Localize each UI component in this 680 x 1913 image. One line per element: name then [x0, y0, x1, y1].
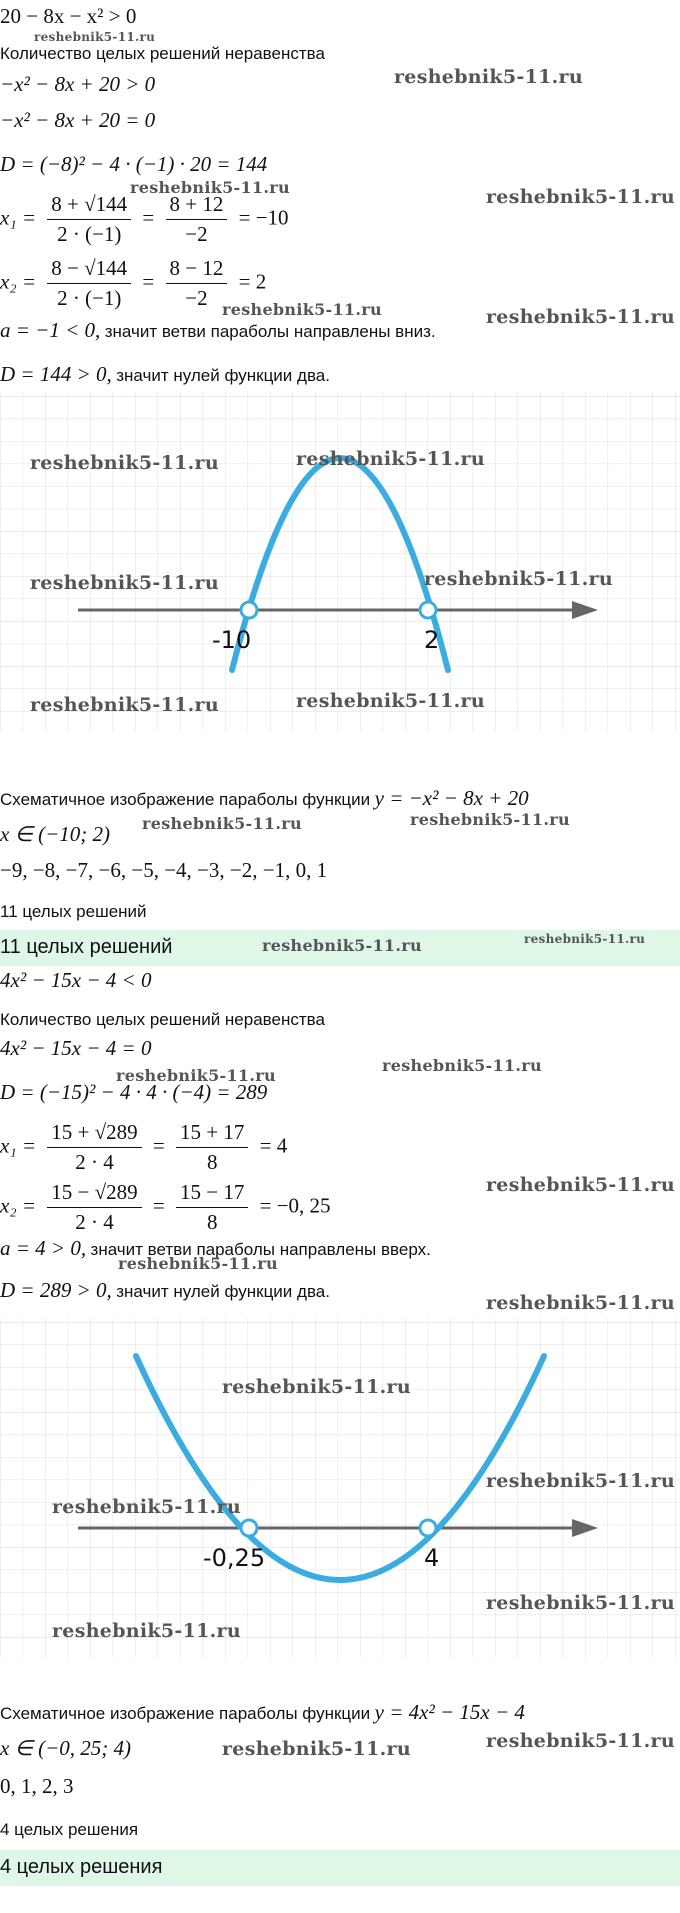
p2-a-sign: a = 4 > 0, значит ветви параболы направлены вверх.	[0, 1236, 431, 1260]
p2-heading: Количество целых решений неравенства	[0, 1010, 325, 1029]
watermark: reshebnik5-11.ru	[222, 1738, 411, 1760]
p1-grid	[0, 392, 680, 732]
watermark: reshebnik5-11.ru	[118, 1254, 278, 1273]
watermark: reshebnik5-11.ru	[222, 1376, 411, 1398]
p1-integers: −9, −8, −7, −6, −5, −4, −3, −2, −1, 0, 1	[0, 858, 328, 882]
watermark: reshebnik5-11.ru	[524, 932, 646, 946]
watermark: reshebnik5-11.ru	[394, 66, 583, 88]
watermark: reshebnik5-11.ru	[30, 572, 219, 594]
p2-d-sign: D = 289 > 0, значит нулей функции два.	[0, 1278, 330, 1302]
p2-answer-text: 4 целых решения	[0, 1856, 163, 1878]
p1-interval: x ∈ (−10; 2)	[0, 822, 111, 846]
p1-root-left	[241, 602, 257, 618]
watermark: reshebnik5-11.ru	[30, 694, 219, 716]
watermark: reshebnik5-11.ru	[296, 448, 485, 470]
p2-integers: 0, 1, 2, 3	[0, 1774, 74, 1798]
watermark: reshebnik5-11.ru	[486, 1292, 675, 1314]
watermark: reshebnik5-11.ru	[34, 30, 156, 44]
p1-inequality: 20 − 8x − x² > 0	[0, 4, 137, 28]
watermark: reshebnik5-11.ru	[116, 1066, 276, 1085]
p1-x2-formula: x₂ = $\frac{8 - √144}{2 \cdot (-1)}$ = $\frac{8 - 12}{-2}$ = 2	[0, 256, 267, 310]
p2-schema: Схематичное изображение параболы функции y = 4x² − 15x − 4	[0, 1700, 525, 1724]
p2-label-right: 4	[424, 1544, 440, 1572]
p2-line1: 4x² − 15x − 4 = 0	[0, 1036, 152, 1060]
p1-label-right: 2	[424, 626, 440, 654]
p2-inequality: 4x² − 15x − 4 < 0	[0, 968, 152, 992]
p2-interval: x ∈ (−0, 25; 4)	[0, 1736, 132, 1760]
p1-count: 11 целых решений	[0, 902, 147, 921]
watermark: reshebnik5-11.ru	[52, 1620, 241, 1642]
p2-answer	[0, 1850, 680, 1886]
watermark: reshebnik5-11.ru	[410, 810, 570, 829]
p2-discriminant: D = (−15)² − 4 · 4 · (−4) = 289	[0, 1080, 268, 1104]
p1-discriminant: D = (−8)² − 4 · (−1) · 20 = 144	[0, 152, 268, 176]
p1-heading: Количество целых решений неравенства	[0, 44, 325, 63]
p1-label-left: -10	[212, 626, 252, 654]
watermark: reshebnik5-11.ru	[486, 1470, 675, 1492]
p2-count: 4 целых решения	[0, 1820, 139, 1839]
watermark: reshebnik5-11.ru	[486, 1174, 675, 1196]
watermark: reshebnik5-11.ru	[424, 568, 613, 590]
p1-line1: −x² − 8x + 20 > 0	[0, 72, 156, 96]
watermark: reshebnik5-11.ru	[486, 186, 675, 208]
watermark: reshebnik5-11.ru	[142, 814, 302, 833]
watermark: reshebnik5-11.ru	[486, 306, 675, 328]
p1-schema: Схематичное изображение параболы функции y = −x² − 8x + 20	[0, 786, 529, 810]
p2-root-right	[420, 1520, 436, 1536]
p1-root-right	[420, 602, 436, 618]
p1-x1-formula: x₁ = $\frac{8 + √144}{2 \cdot (-1)}$ = $\frac{8 + 12}{-2}$ = −10	[0, 192, 289, 246]
watermark: reshebnik5-11.ru	[130, 178, 290, 197]
p1-line2: −x² − 8x + 20 = 0	[0, 108, 156, 132]
watermark: reshebnik5-11.ru	[296, 690, 485, 712]
watermark: reshebnik5-11.ru	[262, 936, 422, 955]
p2-root-left	[241, 1520, 257, 1536]
watermark: reshebnik5-11.ru	[486, 1592, 675, 1614]
p1-answer-text: 11 целых решений	[0, 936, 173, 958]
p2-label-left: -0,25	[203, 1544, 266, 1572]
p1-d-sign: D = 144 > 0, значит нулей функции два.	[0, 362, 330, 386]
watermark: reshebnik5-11.ru	[382, 1056, 542, 1075]
watermark: reshebnik5-11.ru	[52, 1496, 241, 1518]
watermark: reshebnik5-11.ru	[30, 452, 219, 474]
watermark: reshebnik5-11.ru	[486, 1730, 675, 1752]
watermark: reshebnik5-11.ru	[222, 300, 382, 319]
p2-x2-formula: x₂ = $\frac{15 - √289}{2 \cdot 4}$ = $\frac{15 - 17}{8}$ = −0, 25	[0, 1180, 331, 1234]
p1-a-sign: a = −1 < 0, значит ветви параболы направлены вниз.	[0, 318, 436, 342]
p2-x1-formula: x₁ = $\frac{15 + √289}{2 \cdot 4}$ = $\frac{15 + 17}{8}$ = 4	[0, 1120, 288, 1174]
p1-parabola-graph	[0, 392, 680, 732]
